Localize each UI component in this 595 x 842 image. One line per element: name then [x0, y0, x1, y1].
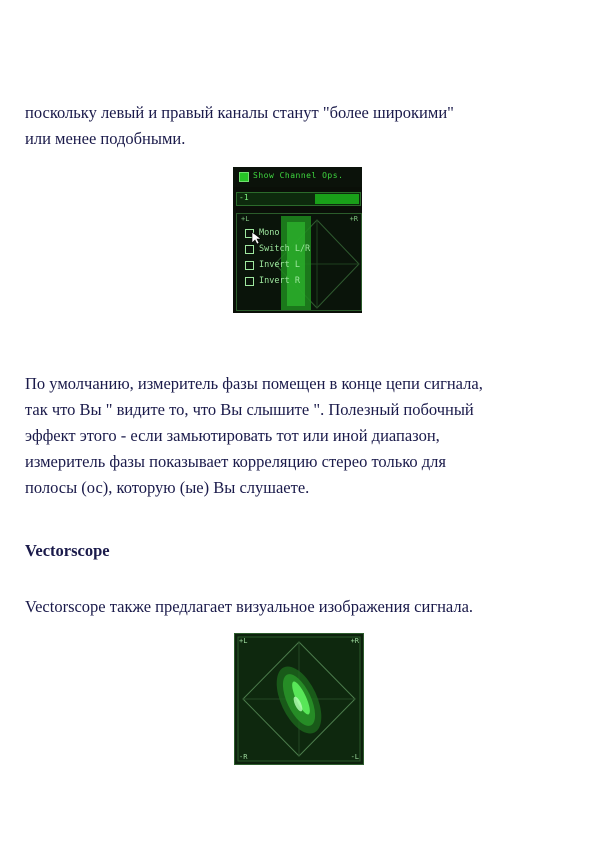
- option-switch-lr-label: Switch L/R: [259, 244, 311, 254]
- option-mono-label: Mono: [259, 228, 280, 238]
- vs-corner-top-right: +R: [350, 637, 359, 645]
- intro-line-2: или менее подобными.: [25, 129, 186, 148]
- vs-corner-bottom-right: -L: [350, 753, 359, 761]
- show-channel-ops-label: Show Channel Ops.: [253, 171, 344, 180]
- intro-line-1: поскольку левый и правый каналы станут "более широкими": [25, 103, 454, 122]
- meter-fill: [315, 194, 359, 204]
- vs-corner-top-left: +L: [239, 637, 248, 645]
- section-text: Vectorscope также предлагает визуальное изображения сигнала.: [25, 597, 474, 616]
- invert-r-checkbox[interactable]: [245, 277, 254, 286]
- vectorscope-screenshot: [234, 633, 364, 765]
- meter-scale-label: -1: [239, 193, 249, 202]
- invert-l-checkbox[interactable]: [245, 261, 254, 270]
- option-invert-r[interactable]: [245, 273, 310, 289]
- option-invert-l-label: Invert L: [259, 260, 300, 270]
- body-paragraph: [25, 371, 580, 501]
- corner-left-label: +L: [241, 215, 250, 223]
- switch-lr-checkbox[interactable]: [245, 245, 254, 254]
- intro-paragraph: [25, 100, 580, 152]
- vectorscope-graphic: [235, 634, 363, 764]
- body-line-1: По умолчанию, измеритель фазы помещен в конце цепи сигнала,: [25, 374, 483, 393]
- corner-right-label: +R: [349, 215, 358, 223]
- option-invert-l[interactable]: [245, 257, 310, 273]
- phase-meter-screenshot: [233, 167, 362, 313]
- option-invert-r-label: Invert R: [259, 276, 300, 286]
- body-line-3: эффект этого - если замьютировать тот или иной диапазон,: [25, 426, 440, 445]
- section-heading: Vectorscope: [25, 541, 110, 560]
- body-line-5: полосы (ос), которую (ые) Вы слушаете.: [25, 478, 310, 497]
- body-line-2: так что Вы " видите то, что Вы слышите ". Полезный побочный: [25, 400, 474, 419]
- mouse-cursor-icon: [251, 231, 261, 245]
- body-line-4: измеритель фазы показывает корреляцию стерео только для: [25, 452, 446, 471]
- phase-correlation-meter: [236, 192, 361, 206]
- vs-corner-bottom-left: -R: [239, 753, 248, 761]
- channel-ops-bar: [233, 167, 362, 187]
- show-channel-ops-checkbox[interactable]: [239, 172, 249, 182]
